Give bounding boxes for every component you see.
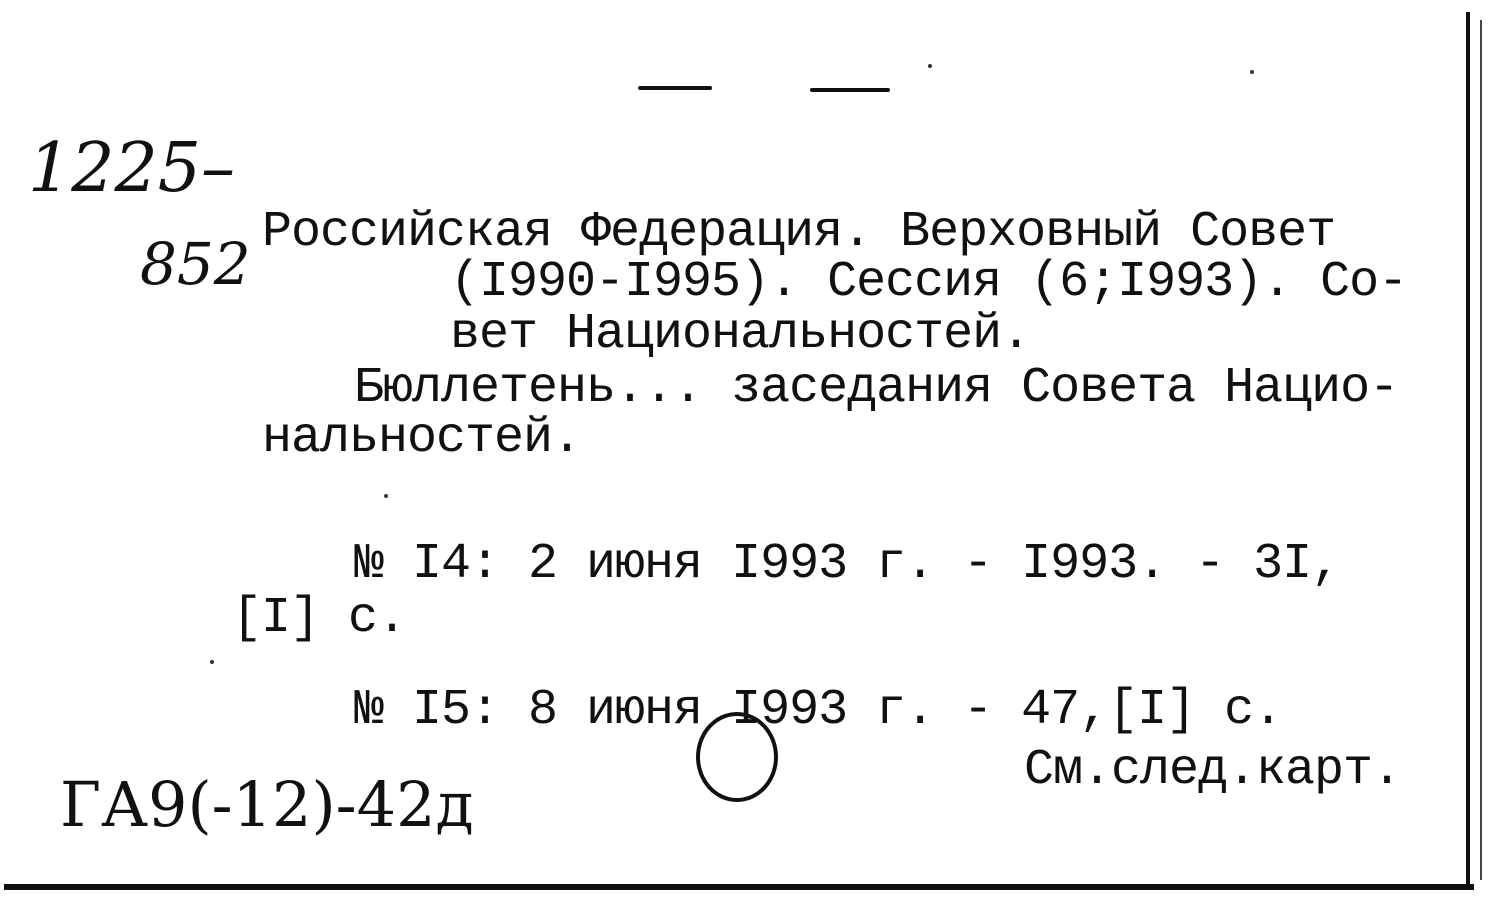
heading-line-2: (I990-I995). Сессия (6;I993). Со- <box>450 254 1408 311</box>
heading-line-1: Российская Федерация. Верховный Совет <box>262 204 1336 261</box>
see-next-card: См.след.карт. <box>1024 742 1402 799</box>
heading-line-3: вет Национальностей. <box>450 306 1031 363</box>
stamp-circle <box>696 712 778 802</box>
issue-15-line-1: № I5: 8 июня I993 г. - 47,[I] с. <box>354 682 1283 739</box>
title-line-2: нальностей. <box>262 410 582 467</box>
top-dash-left <box>638 86 712 90</box>
shelf-number-bottom: 852 <box>140 230 251 298</box>
issue-14-line-1: № I4: 2 июня I993 г. - I993. - 3I, <box>354 536 1341 593</box>
paper-speck <box>928 64 932 68</box>
paper-speck <box>1250 70 1254 74</box>
shelf-number-top: 1225– <box>28 129 236 208</box>
card-border-right <box>1466 12 1470 888</box>
archive-code: ГА9(-12)-42д <box>60 768 474 841</box>
card-border-bottom <box>4 884 1474 890</box>
issue-14-line-2: [I] с. <box>232 590 407 647</box>
card-border-right-inner <box>1480 20 1482 880</box>
top-dash-right <box>810 88 890 92</box>
paper-speck <box>210 660 214 664</box>
title-line-1: Бюллетень... заседания Совета Нацио- <box>354 360 1399 417</box>
paper-speck <box>384 494 388 498</box>
